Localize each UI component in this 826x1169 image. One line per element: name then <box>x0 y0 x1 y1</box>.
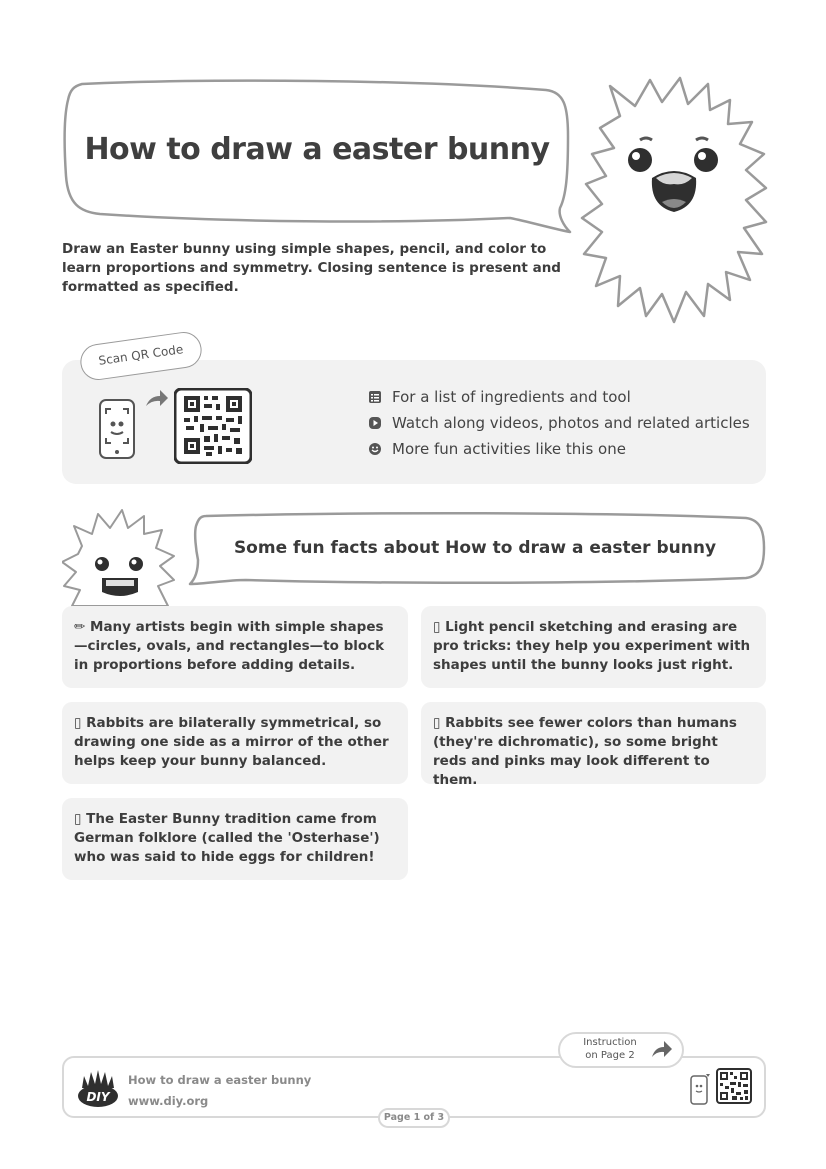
list-icon <box>368 390 382 404</box>
instruction-line-2: on Page 2 <box>585 1050 635 1061</box>
qr-info-item-ingredients <box>368 388 631 406</box>
instruction-next-page-label <box>572 1036 648 1062</box>
scan-qr-label: Scan QR Code <box>78 330 204 383</box>
qr-info-item-text: More fun activities like this one <box>392 440 626 458</box>
yeti-mascot-small-illustration <box>62 506 178 608</box>
fact-card: ▯ Rabbits see fewer colors than humans (they're dichromatic), so some bright reds and pinks may look different to them. <box>421 702 766 784</box>
qr-info-item-activities <box>368 440 626 458</box>
diy-logo <box>76 1068 120 1108</box>
footer-title: How to draw a easter bunny <box>128 1073 312 1087</box>
intro-paragraph: Draw an Easter bunny using simple shapes, pencil, and color to learn proportions and symmetry. Closing sentence is present and formatted as specified. <box>62 241 561 295</box>
diy-logo-text: DIY <box>86 1090 110 1104</box>
arrow-right-icon <box>650 1040 674 1060</box>
qr-code-small-image <box>716 1068 752 1104</box>
qr-info-item-videos <box>368 414 750 432</box>
phone-scan-icon <box>96 396 138 462</box>
phone-scan-icon <box>688 1072 712 1106</box>
fact-card: ✏ Many artists begin with simple shapes—circles, ovals, and rectangles—to block in proportions before adding details. <box>62 606 408 688</box>
smiley-icon <box>368 442 382 456</box>
fact-card: ▯ The Easter Bunny tradition came from German folklore (called the 'Osterhase') who was said to hide eggs for children! <box>62 798 408 880</box>
facts-section-title: Some fun facts about How to draw a easter bunny <box>233 538 717 558</box>
arrow-right-icon <box>144 388 170 410</box>
footer-url-link[interactable]: www.diy.org <box>128 1094 209 1108</box>
yeti-mascot-illustration <box>580 76 770 326</box>
qr-info-item-text: Watch along videos, photos and related articles <box>392 414 750 432</box>
page-indicator: Page 1 of 3 <box>378 1108 450 1128</box>
fact-card: ▯ Light pencil sketching and erasing are pro tricks: they help you experiment with shapes until the bunny looks just right. <box>421 606 766 688</box>
instruction-line-1: Instruction <box>583 1037 637 1048</box>
fact-card: ▯ Rabbits are bilaterally symmetrical, so drawing one side as a mirror of the other helps keep your bunny balanced. <box>62 702 408 784</box>
qr-info-item-text: For a list of ingredients and tool <box>392 388 631 406</box>
play-icon <box>368 416 382 430</box>
qr-code-image <box>174 388 252 464</box>
page-title: How to draw a easter bunny <box>84 132 550 167</box>
